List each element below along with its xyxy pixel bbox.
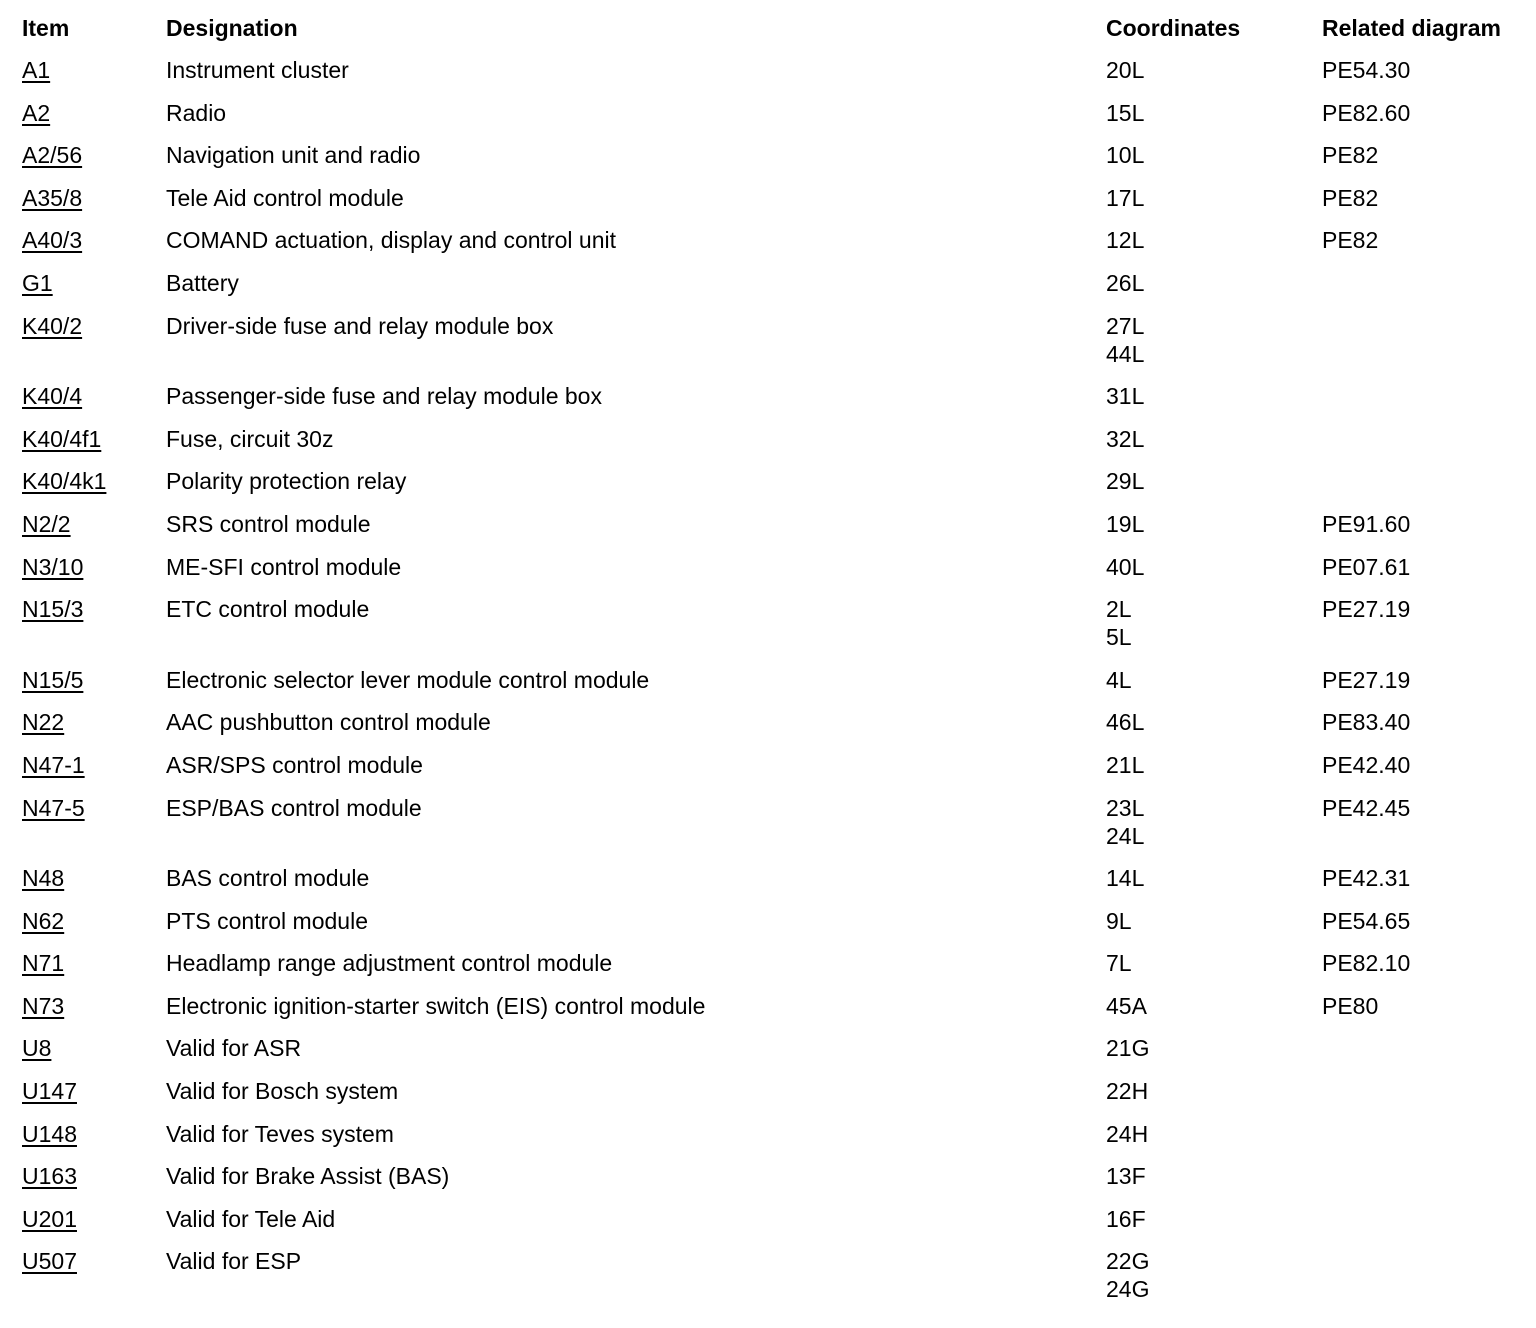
table-row	[0, 547, 1536, 590]
coordinates-cell	[1106, 312, 1144, 368]
coordinate-value: 15L	[1106, 99, 1145, 126]
designation-cell: PTS control module	[166, 907, 368, 934]
item-cell	[22, 312, 82, 340]
item-cell	[22, 184, 82, 212]
related-diagram-cell: PE82.10	[1322, 950, 1411, 977]
coordinates-cell	[1106, 184, 1144, 212]
table-body	[0, 50, 1536, 1312]
designation-cell: Electronic selector lever module control module	[166, 666, 650, 693]
table-row	[0, 986, 1536, 1029]
coordinate-value: 31L	[1106, 383, 1145, 410]
item-cell	[22, 1162, 77, 1190]
designation-cell: Instrument cluster	[166, 57, 349, 83]
coordinate-value: 40L	[1106, 553, 1145, 580]
coordinate-value: 32L	[1106, 425, 1145, 452]
table-row	[0, 135, 1536, 178]
table-row	[0, 220, 1536, 263]
designation-cell: Tele Aid control module	[166, 184, 404, 211]
table-row	[0, 1199, 1536, 1242]
item-link[interactable]: N15/5	[22, 666, 84, 693]
item-cell	[22, 949, 64, 977]
table-row	[0, 306, 1536, 377]
designation-cell: Valid for Brake Assist (BAS)	[166, 1163, 450, 1190]
related-diagram-cell: PE91.60	[1322, 510, 1411, 537]
table-row	[0, 376, 1536, 419]
coordinate-value: 21L	[1106, 751, 1145, 778]
coordinate-value: 14L	[1106, 865, 1145, 892]
item-cell	[22, 666, 83, 694]
related-diagram-cell: PE07.61	[1322, 553, 1411, 580]
coordinate-value: 23L	[1106, 794, 1145, 821]
table-row	[0, 788, 1536, 859]
designation-cell: Valid for Teves system	[166, 1120, 394, 1147]
coordinates-cell	[1106, 56, 1144, 84]
item-link[interactable]: N47-1	[22, 751, 85, 778]
item-link[interactable]: U8	[22, 1035, 52, 1062]
item-cell	[22, 1077, 77, 1105]
designation-cell: Navigation unit and radio	[166, 142, 421, 169]
coordinates-cell	[1106, 553, 1144, 581]
item-link[interactable]: N47-5	[22, 794, 85, 821]
related-diagram-cell: PE80	[1322, 992, 1379, 1019]
designation-cell: Battery	[166, 269, 239, 296]
coordinate-value: 21G	[1106, 1035, 1150, 1062]
item-link[interactable]: U163	[22, 1163, 77, 1190]
item-link[interactable]: G1	[22, 269, 53, 296]
header-item: Item	[22, 15, 70, 41]
item-link[interactable]: N62	[22, 907, 65, 934]
designation-cell: Valid for Bosch system	[166, 1078, 399, 1105]
item-link[interactable]: N73	[22, 992, 65, 1019]
table-row	[0, 1241, 1536, 1312]
table-row	[0, 1028, 1536, 1071]
item-cell	[22, 269, 53, 297]
coordinates-cell	[1106, 708, 1144, 736]
table-row	[0, 858, 1536, 901]
item-link[interactable]: N22	[22, 709, 65, 736]
coordinate-value: 19L	[1106, 510, 1145, 537]
related-diagram-cell: PE54.30	[1322, 57, 1411, 83]
designation-cell: Passenger-side fuse and relay module box	[166, 383, 602, 410]
item-cell	[22, 1247, 77, 1275]
designation-cell: Radio	[166, 99, 227, 126]
item-link[interactable]: N71	[22, 950, 65, 977]
coordinate-value: 16F	[1106, 1205, 1146, 1232]
coordinate-value: 24H	[1106, 1120, 1149, 1147]
designation-cell: AAC pushbutton control module	[166, 709, 491, 736]
table-row	[0, 419, 1536, 462]
header-related-diagram: Related diagram	[1322, 15, 1501, 41]
item-cell	[22, 510, 71, 538]
item-cell	[22, 226, 82, 254]
coordinate-value: 2L	[1106, 596, 1132, 623]
item-cell	[22, 467, 106, 495]
coordinates-cell	[1106, 269, 1144, 297]
coordinate-value: 27L	[1106, 312, 1145, 339]
table-row	[0, 1156, 1536, 1199]
header-coordinates: Coordinates	[1106, 15, 1241, 41]
coordinate-value: 22G	[1106, 1248, 1150, 1275]
coordinates-cell	[1106, 99, 1144, 127]
item-link[interactable]: N2/2	[22, 510, 71, 537]
coordinates-cell	[1106, 1205, 1146, 1233]
designation-cell: ESP/BAS control module	[166, 794, 422, 821]
coordinates-cell	[1106, 1120, 1148, 1148]
coordinates-cell	[1106, 907, 1132, 935]
table-row	[0, 178, 1536, 221]
related-diagram-cell: PE27.19	[1322, 596, 1411, 623]
coordinates-cell	[1106, 751, 1144, 779]
item-link[interactable]: N48	[22, 865, 65, 892]
item-cell	[22, 1205, 77, 1233]
designation-cell: Driver-side fuse and relay module box	[166, 312, 554, 339]
item-link[interactable]: A2/56	[22, 142, 83, 169]
designation-cell: Valid for ESP	[166, 1248, 302, 1275]
header-designation: Designation	[166, 15, 298, 41]
designation-cell: Electronic ignition-starter switch (EIS) control module	[166, 992, 706, 1019]
item-cell	[22, 751, 85, 779]
item-link[interactable]: K40/2	[22, 312, 83, 339]
designation-cell: Valid for Tele Aid	[166, 1205, 336, 1232]
item-link[interactable]: N15/3	[22, 596, 84, 623]
table-header	[0, 0, 1536, 50]
coordinate-value: 24G	[1106, 1276, 1150, 1303]
item-link[interactable]: U148	[22, 1120, 77, 1147]
table-row	[0, 745, 1536, 788]
coordinates-cell	[1106, 382, 1144, 410]
coordinate-value: 7L	[1106, 950, 1132, 977]
coordinate-value: 24L	[1106, 822, 1145, 849]
coordinates-cell	[1106, 1077, 1148, 1105]
coordinates-cell	[1106, 425, 1144, 453]
table-row	[0, 1071, 1536, 1114]
item-cell	[22, 1120, 77, 1148]
table-row	[0, 943, 1536, 986]
coordinates-cell	[1106, 1162, 1146, 1190]
table-row	[0, 461, 1536, 504]
coordinate-value: 9L	[1106, 907, 1132, 934]
related-diagram-cell: PE42.45	[1322, 794, 1411, 821]
designation-cell: Headlamp range adjustment control module	[166, 950, 613, 977]
related-diagram-cell: PE83.40	[1322, 709, 1411, 736]
coordinate-value: 12L	[1106, 227, 1145, 254]
item-link[interactable]: A1	[22, 57, 51, 83]
coordinate-value: 5L	[1106, 624, 1132, 651]
designation-cell: COMAND actuation, display and control unit	[166, 227, 616, 254]
item-cell	[22, 553, 83, 581]
item-cell	[22, 141, 82, 169]
item-cell	[22, 425, 101, 453]
coordinate-value: 29L	[1106, 468, 1145, 495]
designation-cell: Valid for ASR	[166, 1035, 302, 1062]
item-cell	[22, 864, 64, 892]
item-cell	[22, 708, 64, 736]
coordinates-cell	[1106, 141, 1144, 169]
item-link[interactable]: A40/3	[22, 227, 83, 254]
coordinates-cell	[1106, 467, 1144, 495]
item-link[interactable]: A35/8	[22, 184, 83, 211]
coordinates-cell	[1106, 794, 1144, 850]
item-cell	[22, 382, 82, 410]
table-row	[0, 660, 1536, 703]
coordinates-cell	[1106, 1034, 1149, 1062]
coordinate-value: 13F	[1106, 1163, 1146, 1190]
item-cell	[22, 907, 64, 935]
coordinate-value: 26L	[1106, 269, 1145, 296]
coordinate-value: 44L	[1106, 340, 1145, 367]
related-diagram-cell: PE82	[1322, 227, 1379, 254]
item-link[interactable]: K40/4k1	[22, 468, 107, 495]
coordinate-value: 45A	[1106, 992, 1147, 1019]
table-row	[0, 702, 1536, 745]
coordinate-value: 10L	[1106, 142, 1145, 169]
item-link[interactable]: A2	[22, 99, 51, 126]
table-row	[0, 589, 1536, 660]
item-link[interactable]: U147	[22, 1078, 77, 1105]
item-cell	[22, 1034, 51, 1062]
coordinate-value: 46L	[1106, 709, 1145, 736]
coordinate-value: 17L	[1106, 184, 1145, 211]
item-cell	[22, 595, 83, 623]
related-diagram-cell: PE82	[1322, 142, 1379, 169]
item-link[interactable]: U201	[22, 1205, 77, 1232]
related-diagram-cell: PE82	[1322, 184, 1379, 211]
designation-cell: ETC control module	[166, 596, 370, 623]
designation-cell: Polarity protection relay	[166, 468, 407, 495]
coordinates-cell	[1106, 864, 1144, 892]
table-row	[0, 93, 1536, 136]
coordinates-cell	[1106, 1247, 1149, 1303]
item-cell	[22, 56, 50, 84]
coordinates-cell	[1106, 666, 1132, 694]
item-link[interactable]: N3/10	[22, 553, 84, 580]
coordinates-cell	[1106, 595, 1132, 651]
coordinates-cell	[1106, 226, 1144, 254]
designation-cell: Fuse, circuit 30z	[166, 425, 334, 452]
table-row	[0, 901, 1536, 944]
table-row	[0, 1114, 1536, 1157]
designation-cell: ME-SFI control module	[166, 553, 402, 580]
designation-cell: BAS control module	[166, 865, 370, 892]
item-link[interactable]: K40/4f1	[22, 425, 102, 452]
item-cell	[22, 992, 64, 1020]
coordinate-value: 4L	[1106, 666, 1132, 693]
item-link[interactable]: K40/4	[22, 383, 83, 410]
related-diagram-cell: PE42.31	[1322, 865, 1411, 892]
coordinate-value: 22H	[1106, 1078, 1149, 1105]
designation-cell: SRS control module	[166, 510, 371, 537]
related-diagram-cell: PE82.60	[1322, 99, 1411, 126]
related-diagram-cell: PE54.65	[1322, 907, 1411, 934]
related-diagram-cell: PE27.19	[1322, 666, 1411, 693]
related-diagram-cell: PE42.40	[1322, 751, 1411, 778]
designation-cell: ASR/SPS control module	[166, 751, 423, 778]
table-row	[0, 50, 1536, 93]
coordinates-cell	[1106, 510, 1144, 538]
table-row	[0, 263, 1536, 306]
coordinate-value: 20L	[1106, 57, 1145, 83]
table-row	[0, 504, 1536, 547]
item-link[interactable]: U507	[22, 1248, 77, 1275]
coordinates-cell	[1106, 949, 1132, 977]
item-cell	[22, 99, 50, 127]
item-cell	[22, 794, 85, 822]
coordinates-cell	[1106, 992, 1147, 1020]
